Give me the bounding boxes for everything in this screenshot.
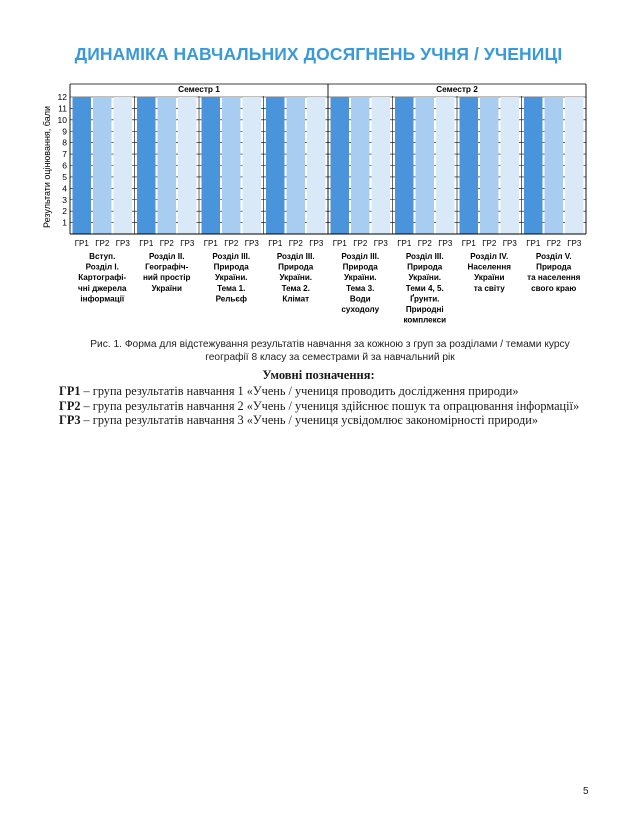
x-subcategory-label: ГР3 — [373, 239, 388, 248]
results-chart — [0, 0, 637, 338]
semester-label: Семестр 2 — [436, 84, 478, 94]
x-subcategory-label: ГР3 — [180, 239, 195, 248]
category-label: України — [151, 283, 182, 293]
y-tick-label: 7 — [62, 149, 67, 160]
bar — [565, 97, 584, 234]
category-label: чні джерела — [78, 283, 127, 293]
x-subcategory-label: ГР3 — [567, 239, 582, 248]
x-subcategory-label: ГР2 — [546, 239, 561, 248]
category-label: Рельєф — [215, 294, 247, 304]
category-label: свого краю — [531, 283, 577, 293]
category-label: Клімат — [282, 294, 310, 304]
x-subcategory-label: ГР1 — [397, 239, 412, 248]
bar — [266, 97, 285, 234]
y-tick-label: 11 — [58, 103, 67, 114]
x-subcategory-label: ГР1 — [203, 239, 218, 248]
category-label: Тема 1. — [217, 283, 246, 293]
x-subcategory-label: ГР1 — [139, 239, 154, 248]
y-axis-label: Результати оцінювання, бали — [42, 105, 52, 229]
bar — [287, 97, 306, 234]
y-tick-label: 10 — [57, 114, 67, 125]
x-subcategory-label: ГР3 — [502, 239, 517, 248]
x-subcategory-label: ГР1 — [268, 239, 283, 248]
category-label: Природа — [536, 262, 572, 272]
legend-item-gr2 — [37, 399, 592, 414]
category-label: інформації — [80, 294, 125, 304]
x-subcategory-label: ГР2 — [353, 239, 368, 248]
bar — [243, 97, 262, 234]
y-tick-label: 5 — [62, 171, 67, 182]
category-label: Картографі- — [78, 273, 127, 283]
x-subcategory-label: ГР3 — [438, 239, 453, 248]
bar — [460, 97, 479, 234]
legend-code: ГР3 — [59, 413, 81, 428]
category-label: комплекси — [403, 315, 447, 325]
bar — [501, 97, 520, 234]
category-label: Розділ І. — [85, 262, 119, 272]
category-label: суходолу — [341, 305, 380, 314]
category-label: Розділ V. — [535, 252, 572, 261]
x-subcategory-label: ГР1 — [526, 239, 541, 248]
bar — [395, 97, 414, 234]
category-label: України. — [408, 273, 442, 283]
figure-caption: Рис. 1. Форма для відстежування результатів навчання за кожною з груп за розділами / темами курсу географії 8 класу за семестрами й за навчальний рік — [90, 339, 570, 363]
category-label: Географіч- — [145, 262, 189, 272]
category-label: Природа — [278, 262, 314, 272]
bar — [480, 97, 499, 234]
x-subcategory-label: ГР2 — [288, 239, 303, 248]
x-subcategory-label: ГР2 — [224, 239, 239, 248]
category-label: Вступ. — [89, 252, 116, 261]
y-tick-label: 9 — [62, 126, 67, 137]
category-label: Розділ ІІІ. — [405, 252, 444, 261]
category-label: Природні — [405, 305, 444, 314]
x-subcategory-label: ГР2 — [417, 239, 432, 248]
category-label: Розділ IV. — [470, 252, 509, 261]
category-label: та світу — [473, 283, 505, 293]
x-subcategory-label: ГР3 — [309, 239, 324, 248]
y-tick-label: 1 — [62, 217, 67, 228]
y-tick-label: 12 — [57, 92, 67, 102]
y-tick-label: 8 — [62, 137, 67, 148]
legend-text: – група результатів навчання 3 «Учень / учениця усвідомлює закономірності природи» — [80, 413, 539, 428]
bar — [331, 97, 350, 234]
legend-item-gr3 — [37, 413, 592, 428]
x-subcategory-label: ГР1 — [74, 239, 89, 248]
category-label: та населення — [527, 273, 581, 283]
category-label: Розділ ІІІ. — [212, 252, 251, 261]
legend — [37, 384, 592, 428]
legend-code: ГР2 — [59, 398, 81, 413]
page-number: 5 — [583, 786, 589, 797]
page-title: ДИНАМІКА НАВЧАЛЬНИХ ДОСЯГНЕНЬ УЧНЯ / УЧЕНИЦІ — [74, 44, 563, 64]
bar — [178, 97, 197, 234]
x-subcategory-label: ГР3 — [115, 239, 130, 248]
category-label: Ґрунти. — [410, 294, 440, 304]
bar — [73, 97, 92, 234]
bar — [137, 97, 156, 234]
category-label: України. — [279, 273, 313, 283]
bar — [524, 97, 543, 234]
category-label: Води — [349, 294, 371, 304]
category-label: Розділ ІІ. — [148, 252, 185, 261]
x-subcategory-label: ГР2 — [159, 239, 174, 248]
y-tick-label: 6 — [62, 160, 67, 171]
category-label: України. — [214, 273, 248, 283]
bar — [307, 97, 326, 234]
bar — [351, 97, 370, 234]
bar — [222, 97, 241, 234]
category-label: України. — [343, 273, 377, 283]
bar — [114, 97, 133, 234]
legend-heading: Умовні позначення: — [262, 368, 375, 382]
legend-text: – група результатів навчання 1 «Учень / учениця проводить дослідження природи» — [80, 384, 519, 398]
x-subcategory-label: ГР1 — [461, 239, 476, 248]
category-label: Розділ ІІІ. — [341, 252, 380, 261]
category-label: Теми 4, 5. — [405, 283, 444, 293]
y-tick-label: 4 — [62, 183, 67, 194]
legend-text: – група результатів навчання 2 «Учень / учениця здійснює пошук та опрацювання інформації» — [80, 398, 580, 413]
category-label: Тема 2. — [281, 283, 310, 293]
category-label: Населення — [467, 262, 511, 272]
category-label: Тема 3. — [346, 283, 375, 293]
legend-code: ГР1 — [59, 384, 81, 398]
category-label: Природа — [213, 262, 249, 272]
category-label: Природа — [407, 262, 443, 272]
semester-label: Семестр 1 — [178, 84, 220, 94]
bar — [93, 97, 112, 234]
category-label: Розділ ІІІ. — [276, 252, 315, 261]
category-label: ний простір — [143, 273, 191, 283]
category-label: Природа — [342, 262, 378, 272]
bar — [372, 97, 391, 234]
x-subcategory-label: ГР2 — [95, 239, 110, 248]
bar — [158, 97, 177, 234]
bar — [545, 97, 564, 234]
y-tick-label: 3 — [62, 194, 67, 205]
x-subcategory-label: ГР3 — [244, 239, 259, 248]
category-label: України — [474, 273, 505, 283]
bar — [416, 97, 435, 234]
y-tick-label: 2 — [62, 206, 67, 217]
x-subcategory-label: ГР2 — [482, 239, 497, 248]
x-subcategory-label: ГР1 — [332, 239, 347, 248]
bar — [436, 97, 455, 234]
legend-item-gr1 — [37, 384, 592, 399]
bar — [202, 97, 221, 234]
